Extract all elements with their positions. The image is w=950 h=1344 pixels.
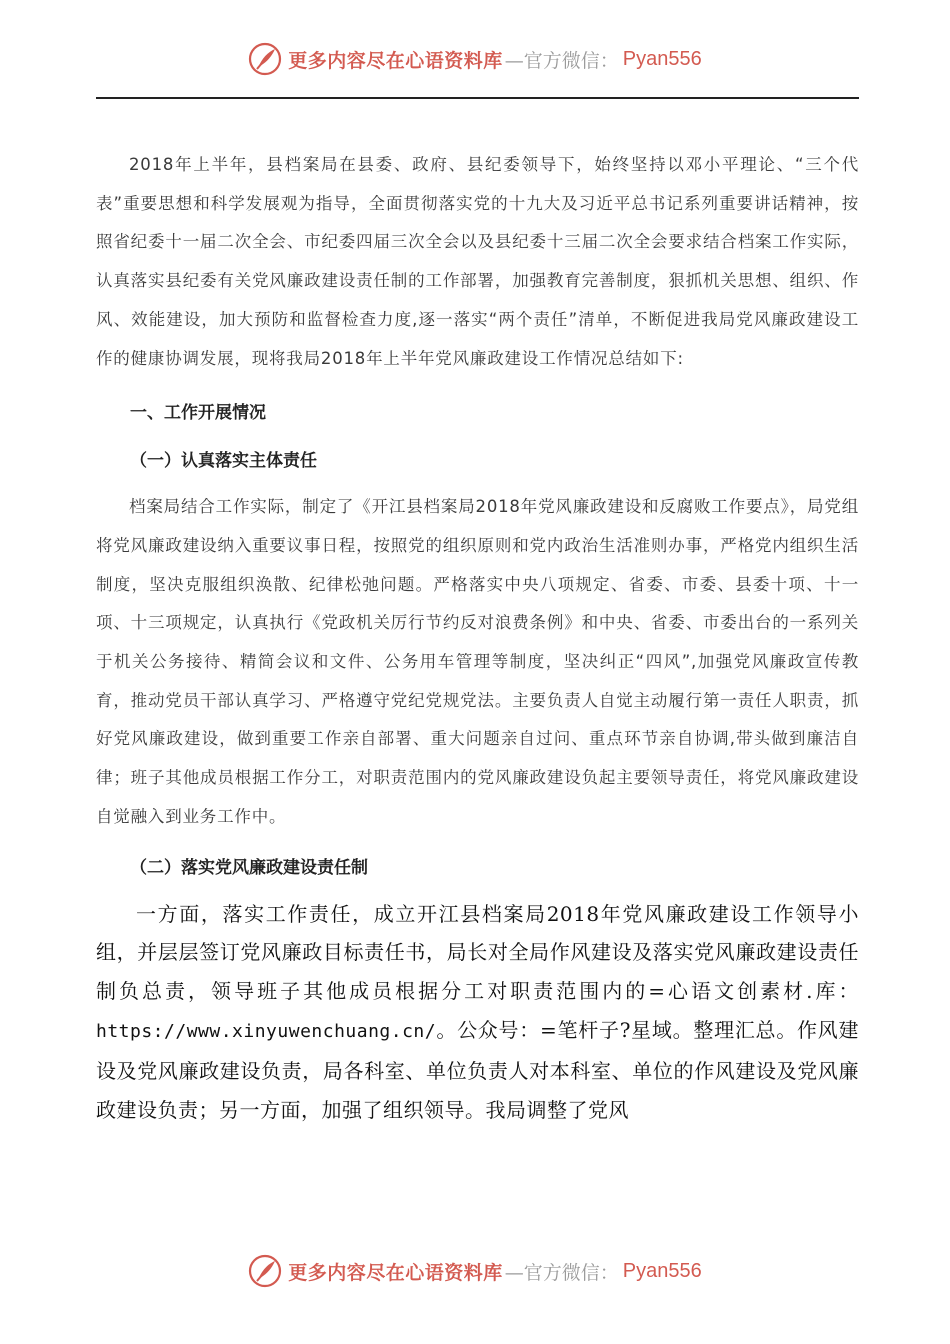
- footer-banner: [0, 1254, 950, 1288]
- banner-separator: —官方微信：: [504, 1261, 619, 1284]
- quill-pen-logo-icon: [248, 1254, 282, 1288]
- embedded-url: https://www.xinyuwenchuang.cn/: [96, 1020, 437, 1042]
- banner-wechat-id: Pyan556: [622, 47, 702, 70]
- subsection-1-paragraph: 档案局结合工作实际，制定了《开江县档案局2018年党风廉政建设和反腐败工作要点》，局党组将党风廉政建设纳入重要议事日程，按照党的组织原则和党内政治生活准则办事，严格党内组织生活制度，坚决克服组织涣散、纪律松弛问题。严格落实中央八项规定、省委、市委、县委十项、十一项、十三项规定，认真执行《党政机关厉行节约反对浪费条例》和中央、省委、市委出台的一系列关于机关公务接待、精简会议和文件、公务用车管理等制度，坚决纠正“四风”,加强党风廉政宣传教育，推动党员干部认真学习、严格遵守党纪党规党法。主要负责人自觉主动履行第一责任人职责，抓好党风廉政建设，做到重要工作亲自部署、重大问题亲自过问、重点环节亲自协调,带头做到廉洁自律；班子其他成员根据工作分工，对职责范围内的党风廉政建设负起主要领导责任，将党风廉政建设自觉融入到业务工作中。: [96, 497, 859, 826]
- subsection-heading-1: （一）认真落实主体责任: [130, 451, 317, 472]
- banner-wechat-id: Pyan556: [622, 1259, 702, 1282]
- quill-pen-logo-icon: [248, 42, 282, 76]
- banner-separator: —官方微信：: [504, 49, 619, 72]
- header-divider: [96, 97, 859, 99]
- subsection-2-text-a: 一方面，落实工作责任，成立开江县档案局2018年党风廉政建设工作领导小组，并层层签订党风廉政目标责任书，局长对全局作风建设及落实党风廉政建设责任制负总责，领导班子其他成员根据分工对职责范围内的=心语文创素材.库：: [96, 901, 859, 1004]
- document-body: [96, 146, 859, 1129]
- banner-site-name: 更多内容尽在心语资料库: [288, 1261, 503, 1284]
- subsection-2-text-b: 。公众号：=笔杆子?星域。整理汇总。作风建设及党风廉政建设负责，局各科室、单位负责人对本科室、单位的作风建设及党风廉政建设负责；另一方面，加强了组织领导。我局调整了党风: [96, 1017, 859, 1122]
- subsection-2-paragraph: [96, 895, 859, 1130]
- header-banner: [0, 42, 950, 76]
- banner-site-name: 更多内容尽在心语资料库: [288, 49, 503, 72]
- section-heading: 一、工作开展情况: [130, 403, 266, 424]
- subsection-heading-2: （二）落实党风廉政建设责任制: [130, 857, 368, 878]
- intro-paragraph: 2018年上半年，县档案局在县委、政府、县纪委领导下，始终坚持以邓小平理论、“三个代表”重要思想和科学发展观为指导，全面贯彻落实党的十九大及习近平总书记系列重要讲话精神，按照省纪委十一届二次全会、市纪委四届三次全会以及县纪委十三届二次全会要求结合档案工作实际，认真落实县纪委有关党风廉政建设责任制的工作部署，加强教育完善制度，狠抓机关思想、组织、作风、效能建设，加大预防和监督检查力度,逐一落实“两个责任”清单，不断促进我局党风廉政建设工作的健康协调发展，现将我局2018年上半年党风廉政建设工作情况总结如下:: [96, 155, 859, 368]
